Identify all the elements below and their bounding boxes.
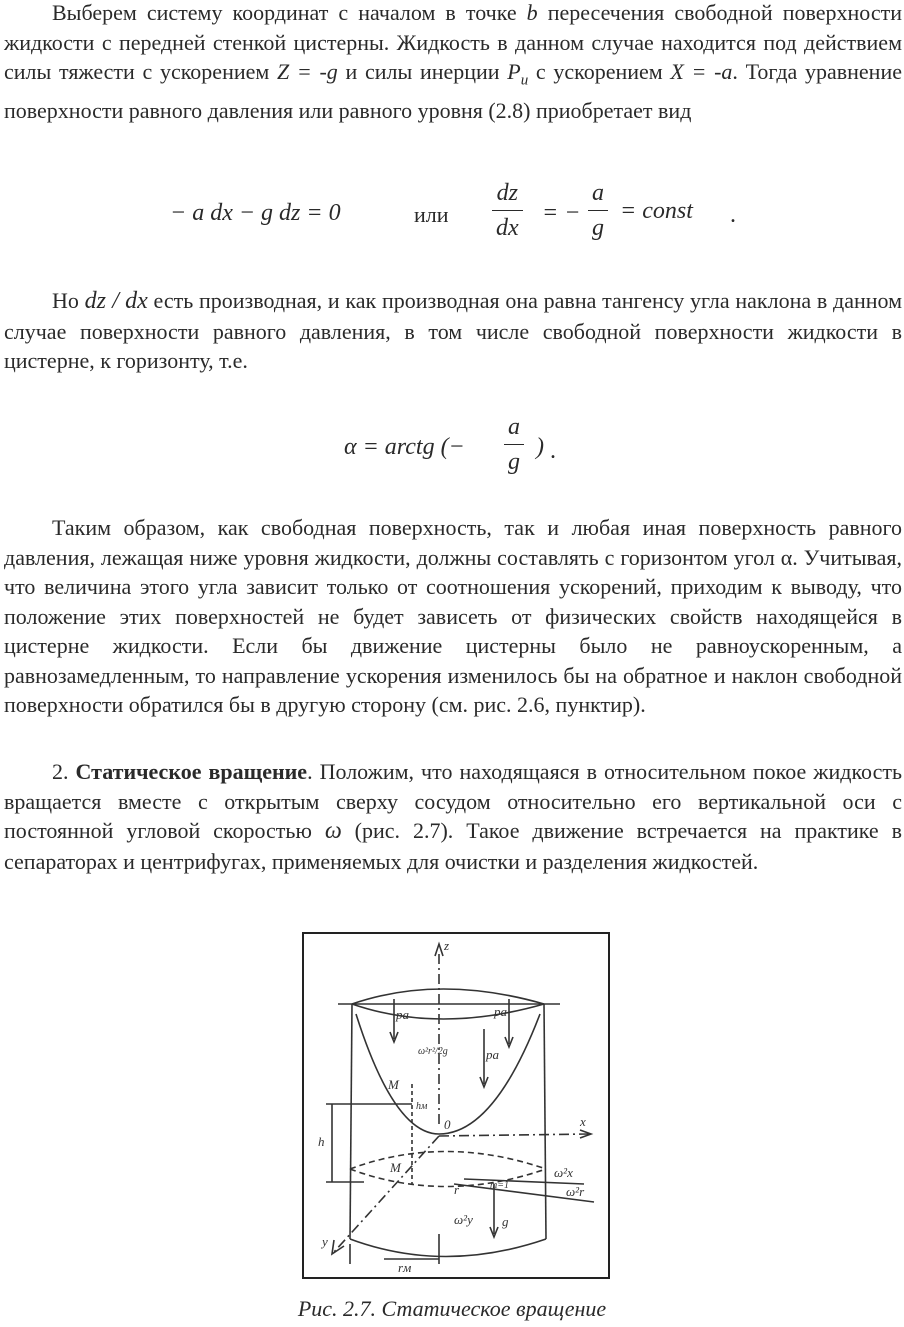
label-pa-left: pa (396, 1007, 409, 1022)
point-b: b (526, 0, 538, 25)
figure-caption: Рис. 2.7. Статическое вращение (297, 1296, 607, 1321)
formula-period: . (730, 202, 736, 228)
label-m-lower: M (390, 1160, 401, 1175)
paragraph-derivative (4, 286, 902, 376)
label-rm: rм (398, 1260, 412, 1275)
label-m-equals-1: m=1 (490, 1180, 509, 1191)
formula-left-side: − a dx − g dz = 0 (170, 200, 341, 226)
text: есть производная, и как производная она равна тангенсу угла наклона в данном случае поверхности равного давления, в том числе свободной поверхности жидкости в цистерне, к горизонту, т.е. (4, 288, 903, 373)
fraction-a-g (588, 178, 608, 243)
text: Выберем систему координат с началом в точке (52, 0, 527, 25)
label-g: g (502, 1214, 509, 1229)
label-x: x (580, 1114, 586, 1129)
label-z: z (444, 938, 450, 953)
formula-or-word: или (414, 202, 449, 227)
bottom-ellipse (350, 1239, 546, 1257)
inertia-force-subscript: и (520, 72, 529, 89)
denominator: dx (496, 215, 519, 241)
label-r: r (454, 1182, 460, 1197)
text: и силы инерции (337, 59, 508, 84)
paraboloid-surface (356, 1014, 540, 1134)
denominator: g (508, 449, 520, 475)
text: (рис. 2.7). Такое движение встречается на практике в сепараторах и центрифугах, применяемых для очистки и разделения жидкостей. (4, 818, 903, 874)
formula-const: = const (620, 198, 693, 224)
label-m-upper: M (388, 1077, 399, 1092)
label-hm: hм (416, 1101, 428, 1112)
label-omega2x: ω²x (554, 1165, 573, 1180)
denominator: g (592, 215, 604, 241)
paragraph-conclusion: Таким образом, как свободная поверхность, так и любая иная поверхность равного давления, лежащая ниже уровня жидкости, должны составлять с горизонтом угол α. Учитывая, что величина этого угла зависит только от соотношения ускорений, приходим к выводу, что положение этих поверхностей не будет зависеть от физических свойств находящейся в цистерне жидкости. Если бы движение цистерны было не равноускоренным, а равнозамедленным, то направление ускорения изменилось бы на обратное и наклон свободной поверхности обратился бы в другую сторону (см. рис. 2.6, пунктир). (4, 515, 902, 717)
text: пересечения свободной поверхности жидкости с передней стенкой цистерны. Жидкость в данном случае находится под действием силы тяжести с ускорением (4, 0, 902, 84)
derivative-symbol: dz / dx (84, 288, 148, 314)
section-heading: Статическое вращение (75, 759, 308, 784)
z-equation: Z = -g (277, 59, 338, 84)
formula-equals-minus: = − (542, 200, 581, 226)
mid-ellipse-front (350, 1169, 546, 1187)
text: с ускорением (528, 59, 671, 84)
left-wall (350, 1004, 352, 1239)
omega-symbol: ω (324, 818, 342, 844)
formula-period: . (550, 438, 556, 464)
item-number: 2. (52, 759, 76, 784)
mid-ellipse-back (350, 1152, 546, 1170)
fraction-dz-dx (492, 178, 523, 243)
label-omega2-r2-2g: ω²r²/2g (418, 1046, 448, 1057)
top-ellipse-back (352, 989, 544, 1004)
x-axis-line (439, 1134, 589, 1136)
rotating-vessel-diagram (304, 934, 608, 1277)
formula-arctg: α = arctg (− (344, 434, 465, 460)
text: Но (52, 288, 85, 313)
label-pa-center: pa (486, 1047, 499, 1062)
numerator: a (504, 412, 524, 445)
text: . Положим, что находящаяся в относительном покое жидкость вращается вместе с открытым сверху сосудом относительно его вертикальной оси с постоянной угловой скоростью (4, 759, 902, 843)
figure-static-rotation (302, 932, 610, 1279)
label-omega2y: ω²y (454, 1212, 473, 1227)
inertia-force-symbol: P (507, 59, 521, 84)
label-origin: 0 (444, 1117, 451, 1132)
text: . Тогда уравнение поверхности равного давления или равного уровня (2.8) приобретает вид (4, 59, 902, 123)
numerator: a (588, 178, 608, 211)
numerator: dz (492, 178, 523, 211)
label-h: h (318, 1134, 325, 1149)
label-omega2r: ω²r (566, 1184, 585, 1199)
fraction-a-g (504, 412, 524, 477)
x-equation: X = -a (670, 59, 733, 84)
label-y: y (322, 1234, 328, 1249)
top-ellipse-front (352, 1004, 544, 1019)
paragraph-coordinate-system (4, 0, 902, 125)
right-wall (544, 1004, 546, 1239)
label-pa-right: pa (494, 1004, 507, 1019)
paragraph-static-rotation (4, 757, 902, 876)
formula-close-paren: ) (536, 434, 544, 460)
